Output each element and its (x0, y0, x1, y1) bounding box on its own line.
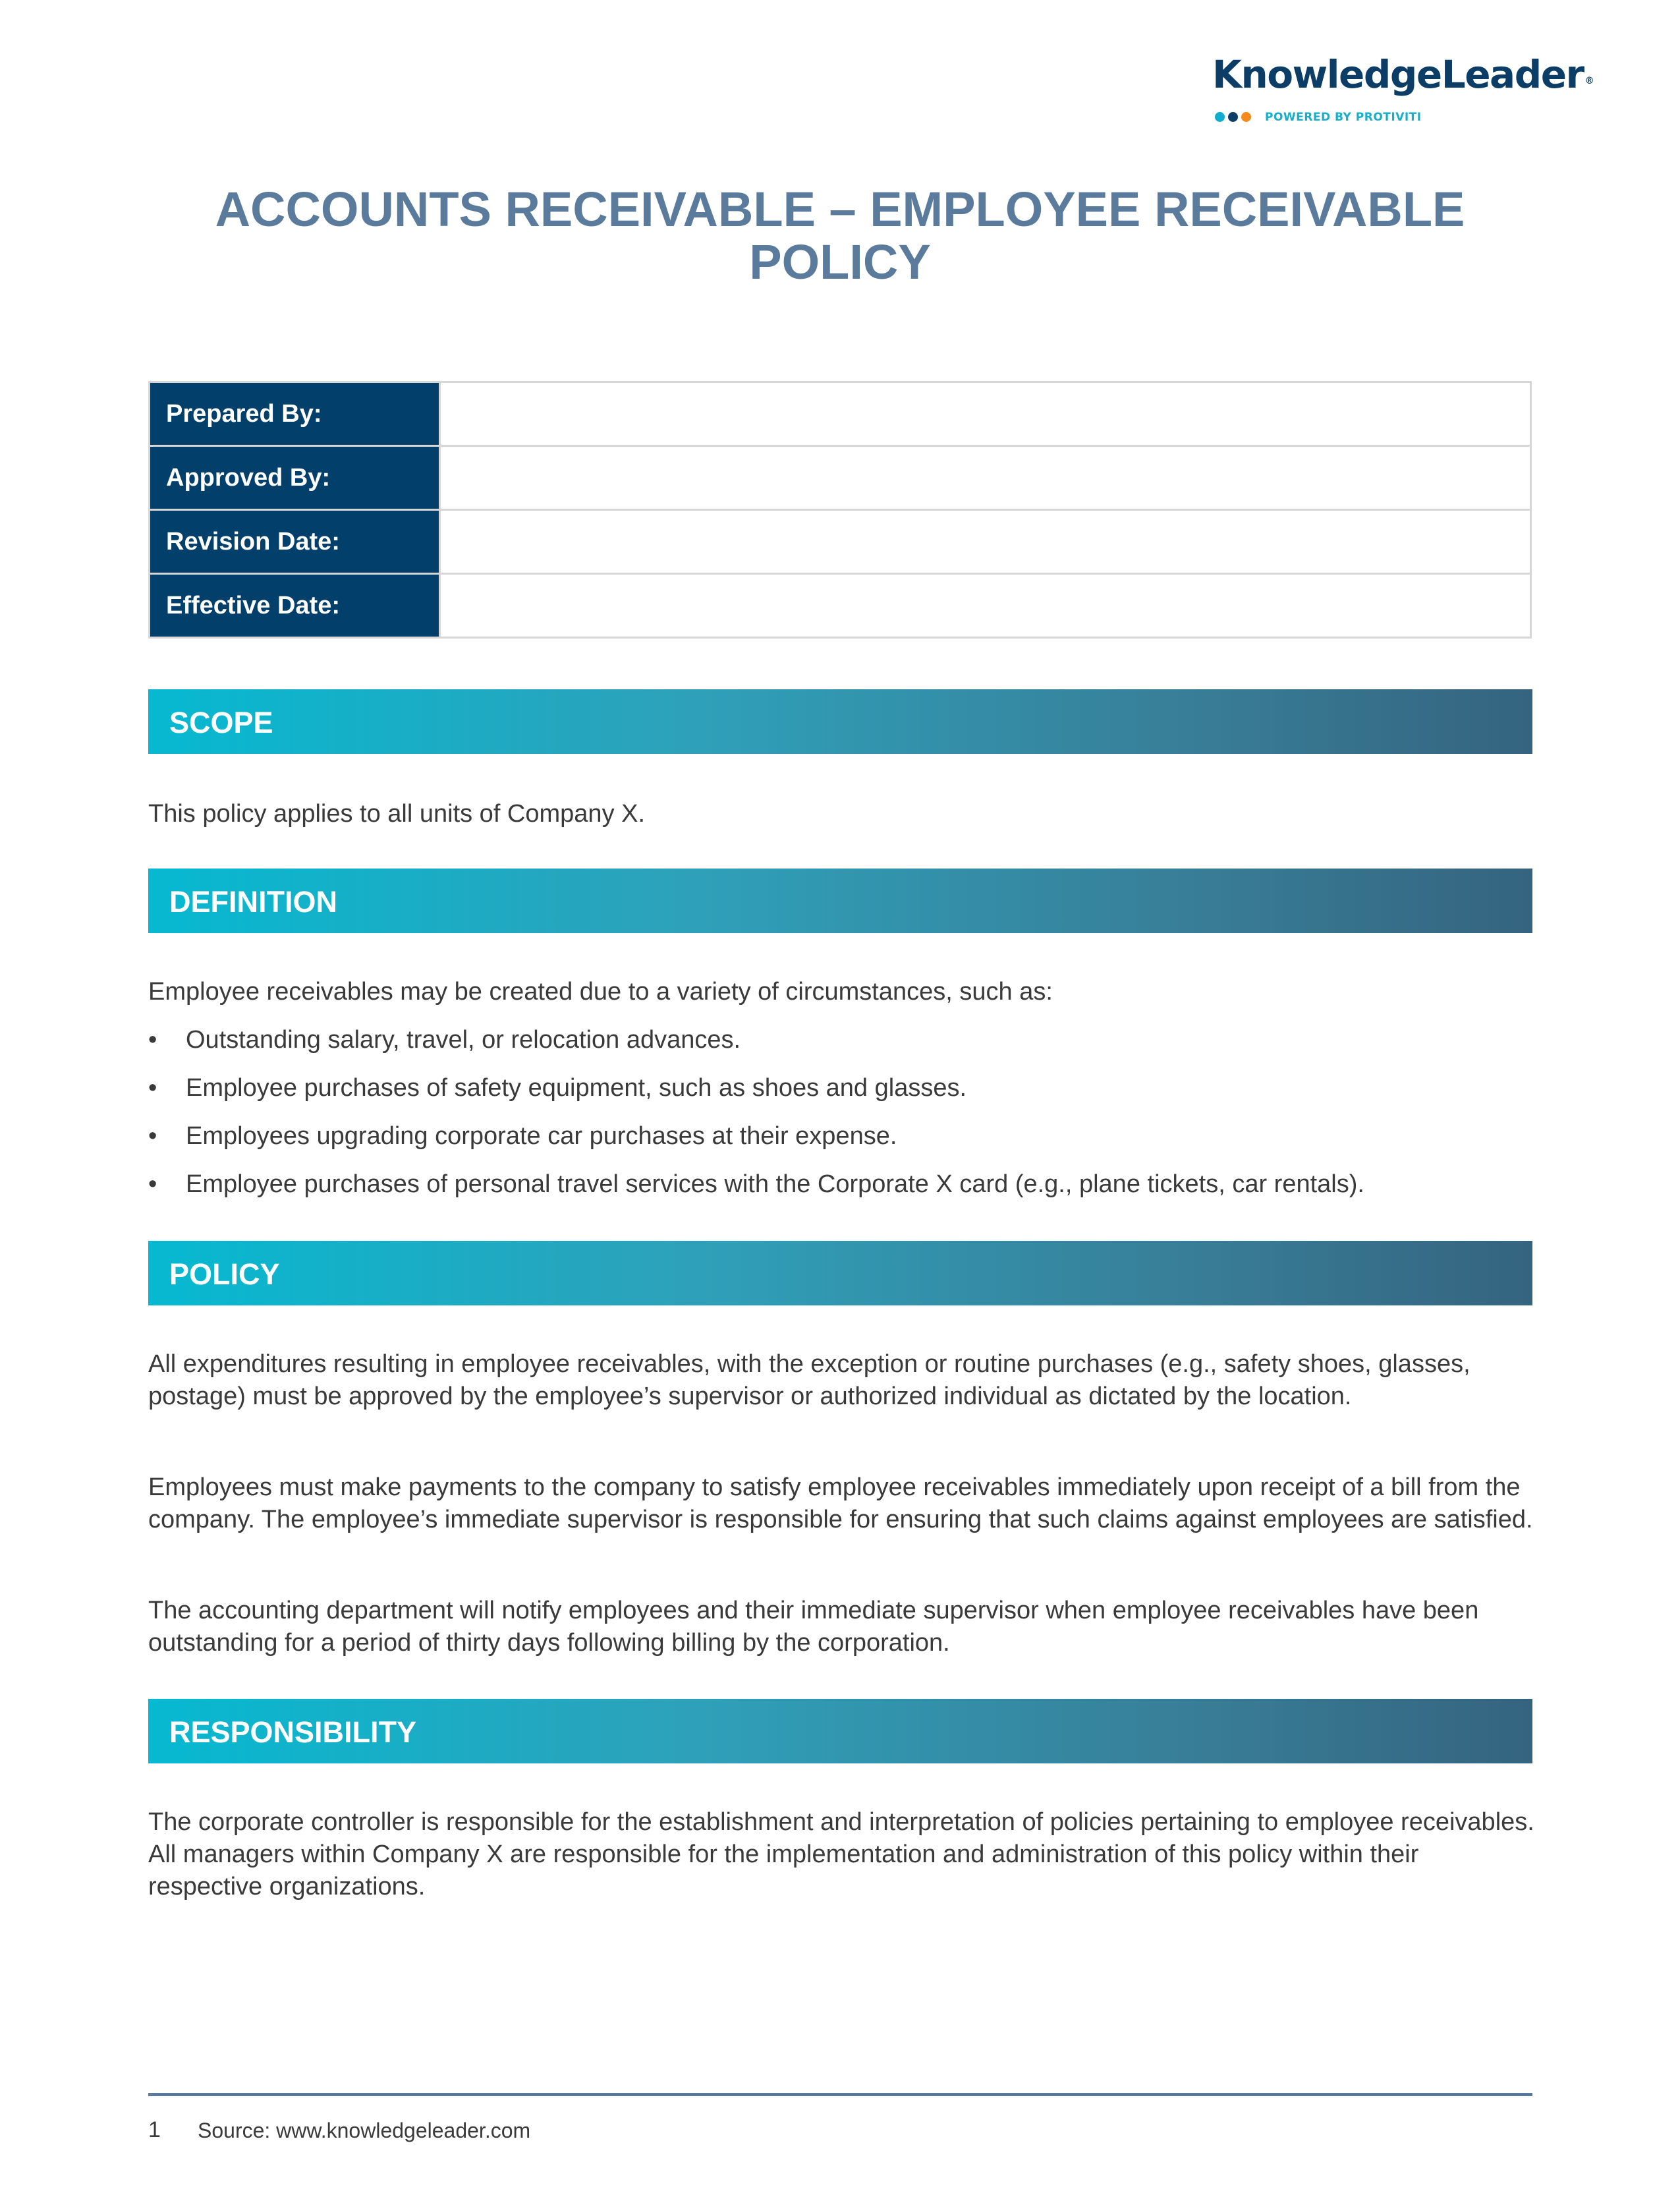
list-item-text: Employee purchases of personal travel services with the Corporate X card (e.g., plane tickets, car rentals). (186, 1170, 1364, 1198)
dot-cyan-icon (1215, 112, 1225, 122)
responsibility-text: The corporate controller is responsible for the establishment and interpretation of policies pertaining to employee receivables. All managers within Company X are responsible for the implementation and administration of this policy within their respective organizations. (148, 1808, 1534, 1900)
page-title-line-1: ACCOUNTS RECEIVABLE – EMPLOYEE RECEIVABLE (215, 182, 1465, 237)
dot-navy-icon (1228, 112, 1238, 122)
table-row-prepared-by (150, 382, 1531, 446)
section-header-policy (148, 1241, 1532, 1305)
footer-divider (148, 2093, 1532, 2096)
registered-mark: ® (1584, 76, 1594, 86)
list-item-text: Employee purchases of safety equipment, such as shoes and glasses. (186, 1074, 967, 1102)
logo-wordmark (1212, 51, 1593, 98)
page-title-line-2: POLICY (749, 235, 931, 289)
effective-date-label: Effective Date: (150, 574, 440, 638)
list-item-text: Employees upgrading corporate car purchases at their expense. (186, 1122, 897, 1150)
logo-brand-text: KnowledgeLeader (1212, 52, 1584, 97)
dot-orange-icon (1241, 112, 1251, 122)
table-row-effective-date (150, 574, 1531, 638)
knowledgeleader-logo (1212, 51, 1594, 130)
revision-date-label: Revision Date: (150, 510, 440, 574)
section-heading-responsibility: RESPONSIBILITY (169, 1715, 417, 1749)
policy-paragraph-3: The accounting department will notify employees and their immediate supervisor when employee receivables have been outstanding for a period of thirty days following billing by the corporation. (148, 1597, 1479, 1657)
bullet-icon: • (148, 1026, 157, 1054)
page-number: 1 (148, 2117, 161, 2142)
policy-paragraph-2: Employees must make payments to the company to satisfy employee receivables immediately upon receipt of a bill from the company. The employee’s immediate supervisor is responsible for ensuring that such claims against employees are satisfied. (148, 1473, 1533, 1533)
prepared-by-value[interactable] (440, 382, 1531, 446)
list-item (148, 1120, 1538, 1168)
definition-bullet-list (148, 1024, 1538, 1216)
approved-by-label: Approved By: (150, 446, 440, 510)
logo-dots-icon (1215, 112, 1251, 123)
approved-by-value[interactable] (440, 446, 1531, 510)
revision-date-value[interactable] (440, 510, 1531, 574)
list-item (148, 1168, 1538, 1216)
list-item-text: Outstanding salary, travel, or relocation advances. (186, 1026, 741, 1054)
scope-text: This policy applies to all units of Company X. (148, 800, 646, 828)
page-title (148, 183, 1532, 289)
definition-intro: Employee receivables may be created due to a variety of circumstances, such as: (148, 978, 1053, 1006)
section-heading-policy: POLICY (169, 1257, 280, 1291)
effective-date-value[interactable] (440, 574, 1531, 638)
section-header-scope (148, 689, 1532, 754)
section-header-responsibility (148, 1699, 1532, 1763)
section-heading-scope: SCOPE (169, 706, 273, 739)
table-row-revision-date (150, 510, 1531, 574)
list-item (148, 1024, 1538, 1072)
footer-source: Source: www.knowledgeleader.com (198, 2119, 531, 2142)
bullet-icon: • (148, 1122, 157, 1150)
prepared-by-label: Prepared By: (150, 382, 440, 446)
list-item (148, 1072, 1538, 1120)
document-info-table (148, 381, 1532, 639)
logo-tagline: POWERED BY PROTIVITI (1265, 111, 1422, 124)
bullet-icon: • (148, 1170, 157, 1198)
bullet-icon: • (148, 1074, 157, 1102)
section-heading-definition: DEFINITION (169, 885, 337, 919)
policy-paragraph-1: All expenditures resulting in employee receivables, with the exception or routine purchases (e.g., safety shoes, glasses, postage) must be approved by the employee’s supervisor or authorized individual as dictated by the location. (148, 1350, 1470, 1410)
section-header-definition (148, 869, 1532, 933)
table-row-approved-by (150, 446, 1531, 510)
